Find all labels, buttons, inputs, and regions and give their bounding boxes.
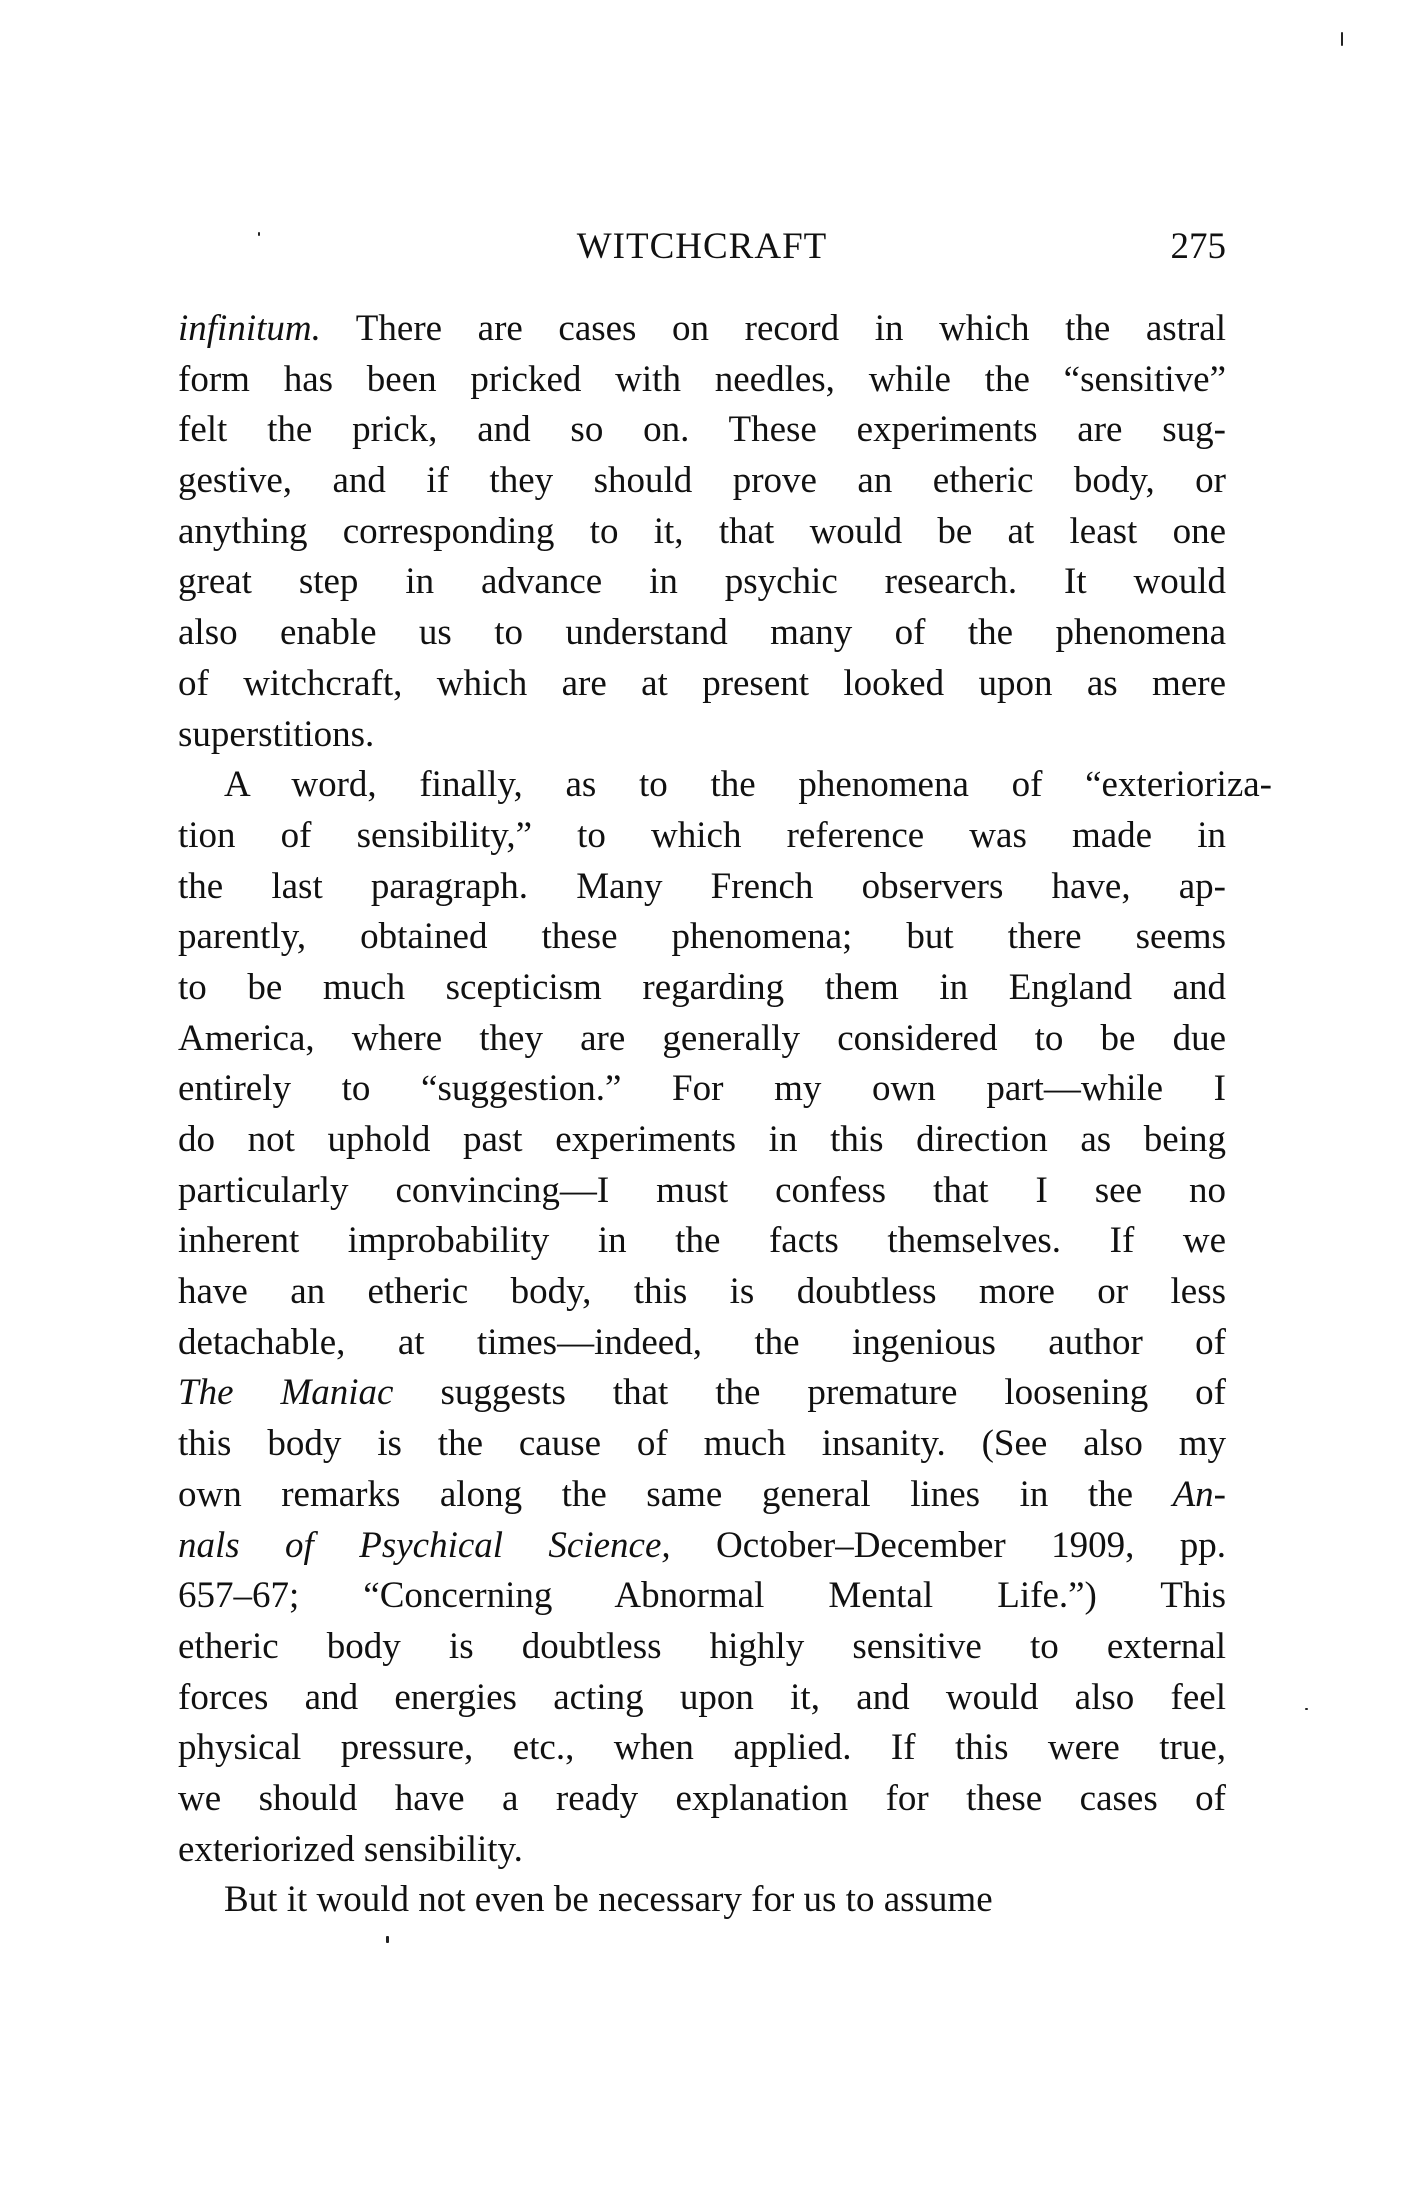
text-segment: tion of sensibility,” to which reference was made in <box>178 814 1226 856</box>
text-segment: own remarks along the same general lines in the <box>178 1473 1173 1515</box>
text-line <box>178 1825 1226 1876</box>
text-segment: America, where they are generally considered to be due <box>178 1017 1226 1059</box>
text-line <box>178 1368 1226 1419</box>
text-line <box>178 912 1226 963</box>
text-line <box>178 355 1226 406</box>
text-segment: anything corresponding to it, that would be at least one <box>178 510 1226 552</box>
text-segment: A word, finally, as to the phenomena of “exterioriza- <box>224 764 1272 806</box>
text-segment: entirely to “suggestion.” For my own part—while I <box>178 1068 1226 1110</box>
italic-text: infinitum. <box>178 308 321 349</box>
text-line <box>178 963 1226 1014</box>
text-line <box>178 760 1272 811</box>
text-line <box>178 1419 1226 1470</box>
text-line <box>178 507 1226 558</box>
text-line <box>178 1014 1226 1065</box>
text-segment: etheric body is doubtless highly sensitive to external <box>178 1625 1226 1667</box>
scan-artifact-mark <box>1341 32 1343 46</box>
text-line <box>178 1875 1272 1926</box>
text-segment: suggests that the premature loosening of <box>393 1372 1226 1414</box>
text-segment: do not uphold past experiments in this direction as being <box>178 1119 1226 1160</box>
text-segment: physical pressure, etc., when applied. If this were true, <box>178 1727 1226 1769</box>
text-segment: we should have a ready explanation for these cases of <box>178 1777 1226 1819</box>
italic-text: The Maniac <box>178 1372 394 1414</box>
text-segment: superstitions. <box>178 713 375 755</box>
text-segment: 657–67; “Concerning Abnormal Mental Life.”) This <box>178 1575 1226 1617</box>
text-segment: inherent improbability in the facts themselves. If we <box>178 1220 1226 1262</box>
text-line <box>178 304 1226 355</box>
text-line <box>178 1470 1226 1521</box>
text-segment: gestive, and if they should prove an etheric body, or <box>178 460 1226 502</box>
text-segment: felt the prick, and so on. These experiments are sug- <box>178 409 1226 451</box>
text-line <box>178 1521 1226 1572</box>
page-number: 275 <box>1170 226 1226 267</box>
text-line <box>178 1571 1226 1622</box>
text-line <box>178 659 1226 710</box>
scan-artifact-mark <box>1305 1708 1308 1710</box>
text-line <box>178 557 1226 608</box>
text-line <box>178 1318 1226 1369</box>
running-head <box>178 222 1226 272</box>
text-line <box>178 1267 1226 1318</box>
text-segment: to be much scepticism regarding them in England and <box>178 966 1226 1008</box>
italic-text: nals of Psychical Science, <box>178 1524 671 1566</box>
text-segment: this body is the cause of much insanity. (See also my <box>178 1423 1226 1465</box>
scan-artifact-mark <box>386 1936 389 1943</box>
text-line <box>178 1673 1226 1724</box>
text-line <box>178 608 1226 659</box>
scan-artifact-mark <box>258 232 260 236</box>
text-line <box>178 1622 1226 1673</box>
text-segment: of witchcraft, which are at present looked upon as mere <box>178 662 1226 704</box>
text-line <box>178 710 1226 761</box>
text-segment: the last paragraph. Many French observers have, ap- <box>178 865 1226 907</box>
text-segment: But it would not even be necessary for us to assume <box>224 1879 993 1921</box>
body-text <box>178 304 1272 1926</box>
text-line <box>178 862 1226 913</box>
text-segment: particularly convincing—I must confess that I see no <box>178 1169 1226 1211</box>
text-segment: October–December 1909, pp. <box>670 1524 1226 1566</box>
text-line <box>178 1064 1226 1115</box>
italic-text: An- <box>1172 1473 1226 1515</box>
running-title: WITCHCRAFT <box>576 226 828 267</box>
text-line <box>178 1115 1226 1166</box>
text-line <box>178 1216 1226 1267</box>
text-segment: form has been pricked with needles, while the “sensitive” <box>178 358 1226 400</box>
text-line <box>178 811 1226 862</box>
text-segment: There are cases on record in which the astral <box>320 308 1226 349</box>
text-line <box>178 405 1226 456</box>
text-line <box>178 1774 1226 1825</box>
text-line <box>178 456 1226 507</box>
text-segment: forces and energies acting upon it, and would also feel <box>178 1676 1226 1718</box>
text-segment: have an etheric body, this is doubtless more or less <box>178 1271 1226 1313</box>
text-segment: great step in advance in psychic research. It would <box>178 561 1226 603</box>
text-line <box>178 1166 1226 1217</box>
text-segment: detachable, at times—indeed, the ingenious author of <box>178 1321 1226 1363</box>
text-segment: parently, obtained these phenomena; but there seems <box>178 916 1226 958</box>
text-line <box>178 1723 1226 1774</box>
text-segment: also enable us to understand many of the phenomena <box>178 612 1226 654</box>
text-segment: exteriorized sensibility. <box>178 1828 523 1870</box>
